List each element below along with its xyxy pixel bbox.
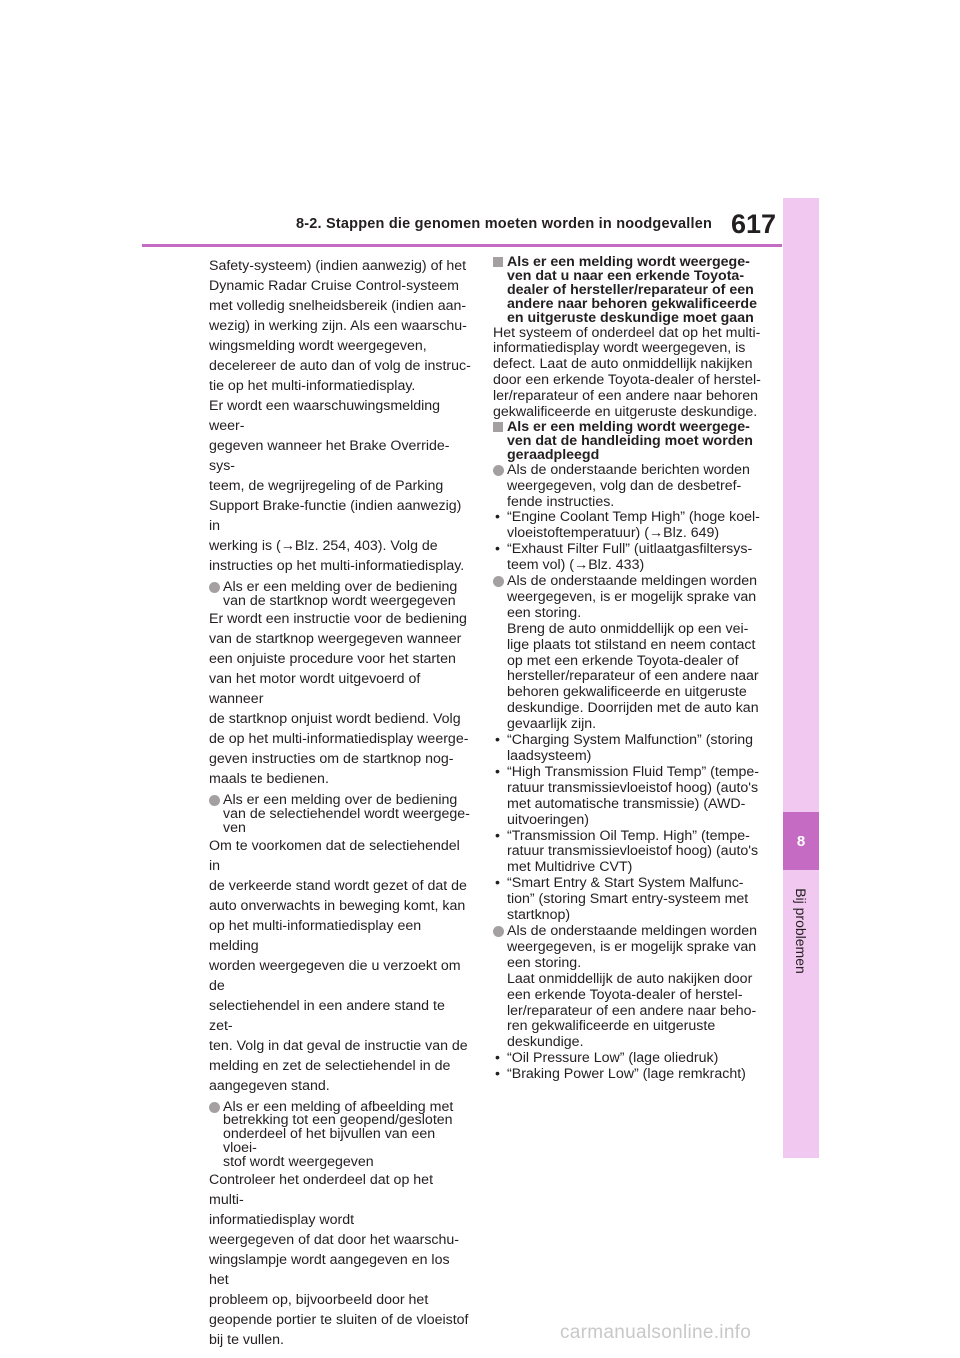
bullet-dot-icon: [209, 582, 220, 593]
bullet-heading: [209, 1098, 471, 1171]
dash-item-text: “High Transmission Fluid Temp” (tempe- ratuur transmissievloeistof hoog) (auto's met automatische transmissie) (AWD- uitvoeringen): [507, 763, 760, 828]
right-column: [493, 256, 773, 1083]
dash-item-text: “Charging System Malfunction” (storing laadsysteem): [507, 732, 754, 764]
dash-list-item: [493, 510, 773, 542]
bullet-item: [493, 924, 773, 1051]
dash-item-text: “Braking Power Low” (lage remkracht): [507, 1066, 746, 1083]
page-number: 617: [731, 209, 777, 239]
paragraph: Het systeem of onderdeel dat op het multi- informatiedisplay wordt weergegeven, is defect. Laat de auto onmiddellijk nakijken door een erkende Toyota-dealer of herstel- ler/reparateur of een andere naar behoren gekwalificeerde en uitgeruste deskundige.: [493, 324, 761, 421]
dash-item-text: “Oil Pressure Low” (lage oliedruk): [507, 1050, 719, 1067]
dash-list-item: [493, 542, 773, 574]
paragraph: Controleer het onderdeel dat op het multi- informatiedisplay wordt weergegeven of dat door het waarschu- wingslampje wordt aangegeven en los het probleem op, bijvoorbeeld door het geopende portier te sluiten of de vloeistof bij te vullen.: [209, 1172, 469, 1349]
bullet-text: Als de onderstaande meldingen worden weergegeven, is er mogelijk sprake van een storing. Breng de auto onmiddellijk op een vei- lige plaats tot stilstand en neem contact op met een erkende Toyota-dealer of hersteller/reparateur of een andere naar behoren gekwalificeerde en uitgeruste deskundige. Doorrijden met de auto kan gevaarlijk zijn.: [507, 573, 759, 733]
square-bullet-icon: [493, 422, 503, 432]
dash-list-item: [493, 829, 773, 877]
dash-list-item: [493, 1067, 773, 1083]
bullet-heading: [209, 791, 471, 836]
dash-bullet-icon: •: [495, 1050, 500, 1067]
dash-bullet-icon: •: [495, 827, 500, 844]
section-heading: [493, 418, 773, 463]
dash-bullet-icon: •: [495, 763, 500, 780]
section-heading: [493, 256, 773, 326]
paragraph: Om te voorkomen dat de selectiehendel in de verkeerde stand wordt gezet of dat de auto onverwachts in beweging komt, kan op het multi-informatiedisplay een melding worden weergegeven die u verzoekt om de selectiehendel in een andere stand te zet- ten. Volg in dat geval de instructie van de melding en zet de selectiehendel in de aangegeven stand.: [209, 837, 468, 1094]
bullet-item: [493, 463, 773, 511]
bullet-text: Als de onderstaande berichten worden weergegeven, volg dan de desbetref- fende instructies.: [507, 461, 750, 510]
bullet-heading-text: Als er een melding over de bediening van de selectiehendel wordt weergege- ven: [223, 791, 470, 836]
square-bullet-icon: [493, 257, 503, 267]
bullet-dot-icon: [209, 795, 220, 806]
bullet-heading: [209, 581, 471, 609]
header-divider: [142, 244, 782, 247]
dash-list-item: [493, 733, 773, 765]
dash-bullet-icon: •: [495, 509, 500, 526]
section-heading-text: Als er een melding wordt weergege- ven dat u naar een erkende Toyota- dealer of hersteller/reparateur of een andere naar behoren gekwalificeerde en uitgeruste deskundige moet gaan: [507, 254, 757, 326]
chapter-title-tab: [783, 876, 819, 986]
bullet-heading-text: Als er een melding over de bediening van de startknop wordt weergegeven: [223, 579, 458, 609]
bullet-item: [493, 574, 773, 733]
dash-bullet-icon: •: [495, 541, 500, 558]
dash-item-text: “Smart Entry & Start System Malfunc- tion” (storing Smart entry-systeem met startknop): [507, 875, 749, 924]
left-column: [209, 256, 471, 1350]
dash-bullet-icon: •: [495, 732, 500, 749]
bullet-dot-icon: [493, 576, 504, 587]
dash-list-item: [493, 876, 773, 924]
chapter-side-strip: [783, 198, 819, 1158]
dash-bullet-icon: •: [495, 1066, 500, 1083]
dash-list-item: [493, 765, 773, 829]
bullet-dot-icon: [493, 465, 504, 476]
intro-paragraph: Safety-systeem) (indien aanwezig) of het Dynamic Radar Cruise Control-systeem met volledig snelheidsbereik (indien aan- wezig) in werking zijn. Als een waarschu- wingsmelding wordt weergegeven, decelereer de auto dan of volg de instruc- tie op het multi-informatiedisplay. Er wordt een waarschuwingsmelding weer- gegeven wanneer het Brake Override-sys- teem, de wegrijregeling of de Parking Support Brake-functie (indien aanwezig) in werking is (→Blz. 254, 403). Volg de instructies op het multi-informatiedisplay.: [209, 258, 471, 574]
chapter-number-tab: 8: [783, 812, 819, 870]
paragraph: Er wordt een instructie voor de bediening van de startknop weergegeven wanneer een onjuiste procedure voor het starten van het motor wordt uitgevoerd of wanneer de startknop onjuist wordt bediend. Volg de op het multi-informatiedisplay weerge- geven instructies om de startknop nog- maals te bedienen.: [209, 610, 469, 787]
section-header-title: 8-2. Stappen die genomen moeten worden in noodgevallen: [296, 216, 713, 232]
bullet-dot-icon: [493, 926, 504, 937]
dash-list-item: [493, 1051, 773, 1067]
bullet-heading-text: Als er een melding of afbeelding met betrekking tot een geopend/gesloten onderdeel of het bijvullen van een vloei- stof wordt weergegeven: [223, 1098, 454, 1171]
section-heading-text: Als er een melding wordt weergege- ven dat de handleiding moet worden geraadpleegd: [507, 418, 753, 463]
dash-item-text: “Transmission Oil Temp. High” (tempe- ratuur transmissievloeistof hoog) (auto's met Multidrive CVT): [507, 827, 759, 876]
dash-bullet-icon: •: [495, 875, 500, 892]
bullet-dot-icon: [209, 1102, 220, 1113]
chapter-title: Bij problemen: [793, 888, 810, 974]
dash-item-text: “Engine Coolant Temp High” (hoge koel- vloeistoftemperatuur) (→Blz. 649): [507, 509, 760, 542]
watermark-text: carmanualsonline.info: [560, 1322, 752, 1343]
bullet-text: Als de onderstaande meldingen worden weergegeven, is er mogelijk sprake van een storing. Laat onmiddellijk de auto nakijken door een erkende Toyota-dealer of herstel- ler/reparateur of een andere naar beho- ren gekwalificeerde en uitgeruste deskundige.: [507, 922, 758, 1051]
dash-item-text: “Exhaust Filter Full” (uitlaatgasfiltersys- teem vol) (→Blz. 433): [507, 541, 753, 574]
